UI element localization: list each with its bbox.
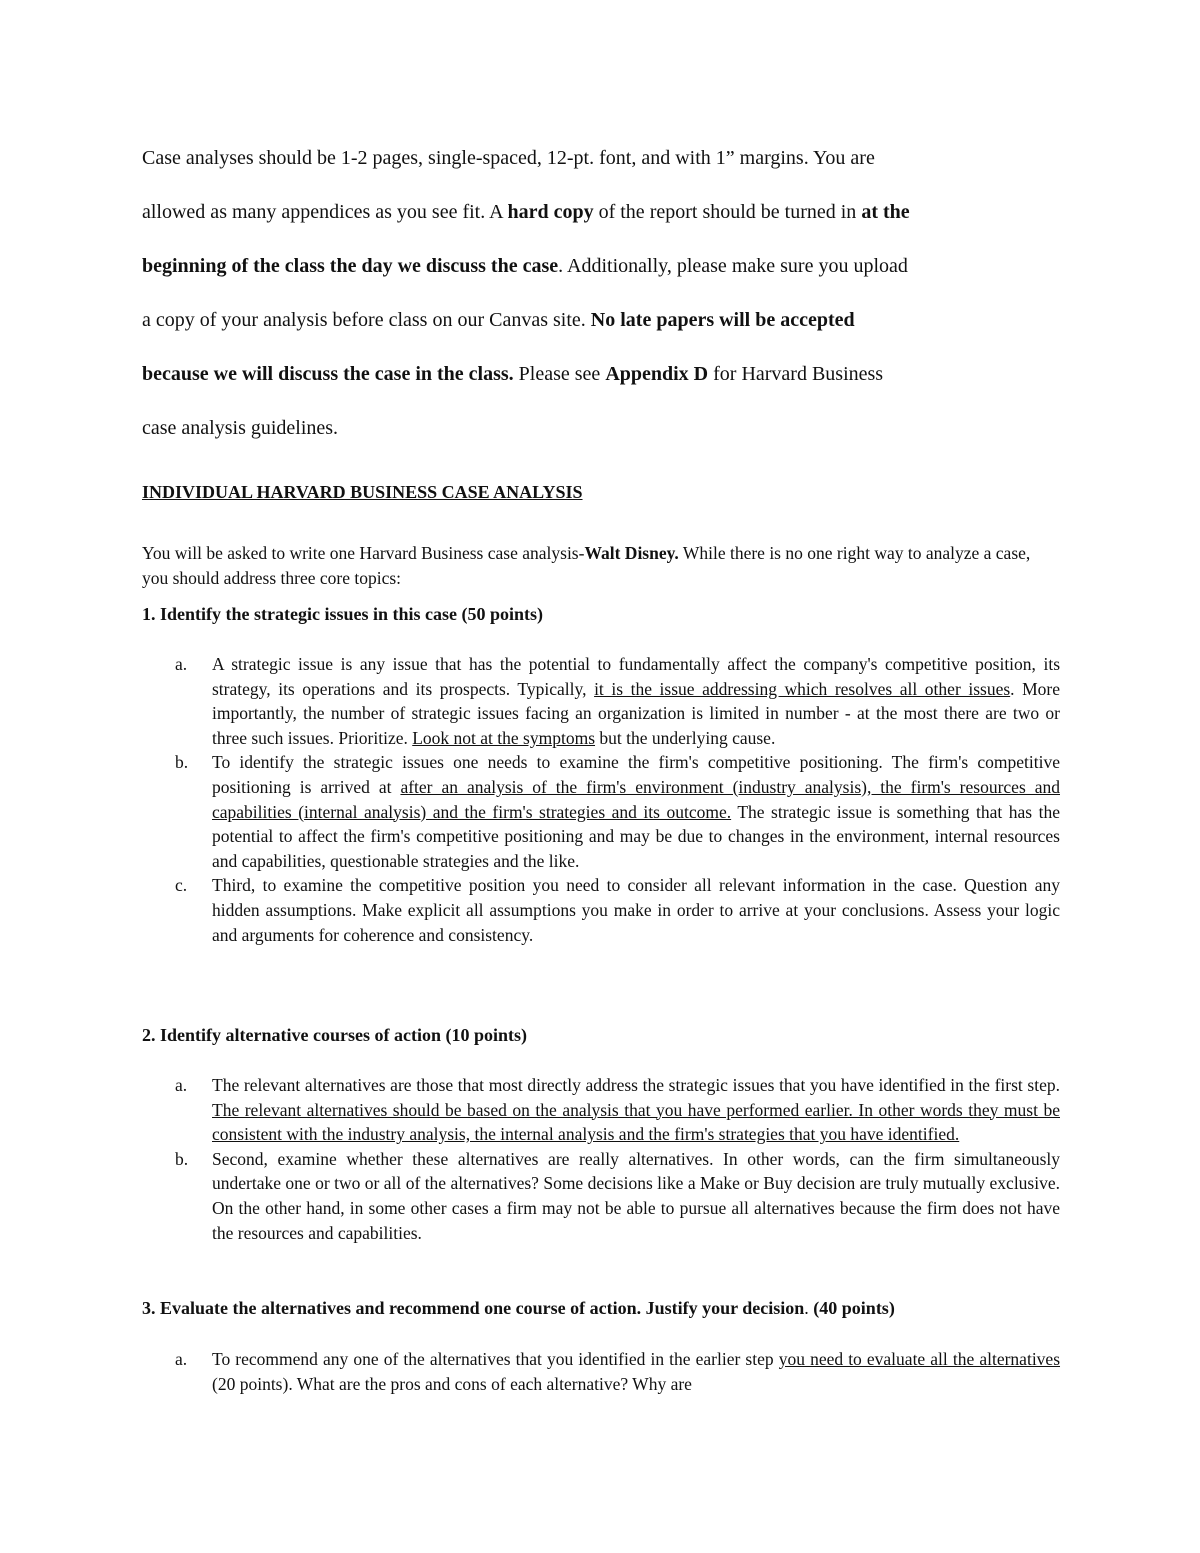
list-marker: b.: [175, 752, 189, 773]
topic-3-heading: 3. Evaluate the alternatives and recommend one course of action. Justify your decision. (40 points): [142, 1298, 895, 1318]
intro-line-4: [142, 308, 855, 332]
intro-line-5: [142, 362, 883, 386]
list-item: a. To recommend any one of the alternatives that you identified in the earlier step you need to evaluate all the alternatives (20 points). What are the pros and cons of each alternative? Why are: [175, 1349, 1061, 1394]
list-marker: a.: [175, 654, 188, 674]
lead-paragraph: You will be asked to write one Harvard Business case analysis-Walt Disney. While there is no one right way to analyze a case, you should address three core topics:: [142, 543, 1031, 588]
intro-text: case analysis guidelines.: [142, 417, 339, 439]
intro-text: Please see: [513, 363, 606, 385]
topic-3-list: [142, 1347, 1060, 1396]
intro-line-6: [142, 416, 338, 440]
topic-2-heading: 2. Identify alternative courses of action (10 points): [142, 1025, 527, 1045]
intro-line-3: [142, 254, 908, 278]
topic-1-heading: 1. Identify the strategic issues in this case (50 points): [142, 604, 543, 624]
intro-bold-text: Appendix D: [605, 363, 709, 385]
intro-text: for Harvard Business: [708, 363, 884, 385]
section-title: INDIVIDUAL HARVARD BUSINESS CASE ANALYSIS: [142, 482, 583, 502]
intro-bold-text: No late papers will be accepted: [590, 309, 855, 331]
intro-bold-text: because we will discuss the case in the class.: [142, 363, 514, 385]
list-item: b. To identify the strategic issues one needs to examine the firm's competitive positioning. The firm's competitive positioning is arrived at after an analysis of the firm's environment (industry analysis), the firm's resources and capabilities (internal analysis) and the firm's strategies and its outcome. The strategic issue is something that has the potential to affect the firm's competitive positioning and may be due to changes in the environment, internal resources and capabilities, questionable strategies and the like.: [175, 752, 1060, 871]
intro-line-1: [142, 146, 875, 170]
list-item: b. Second, examine whether these alternatives are really alternatives. In other words, can the firm simultaneously undertake one or two or all of the alternatives? Some decisions like a Make or Buy decision are truly mutually exclusive. On the other hand, in some other cases a firm may not be able to pursue all alternatives because the firm does not have the resources and capabilities.: [175, 1148, 1060, 1243]
intro-line-2: [142, 200, 910, 224]
intro-bold-text: beginning of the class the day we discuss the case: [142, 255, 559, 277]
intro-text: allowed as many appendices as you see fit. A: [142, 201, 508, 223]
case-name: Walt Disney.: [584, 543, 679, 563]
intro-text: . Additionally, please make sure you upload: [558, 255, 908, 277]
list-marker: c.: [175, 875, 188, 896]
list-item: a. The relevant alternatives are those that most directly address the strategic issues that you have identified in the first step. The relevant alternatives should be based on the analysis that you have performed earlier. In other words they must be consistent with the industry analysis, the internal analysis and the firm's strategies that you have identified.: [175, 1075, 1060, 1145]
intro-text: of the report should be turned in: [593, 201, 862, 223]
intro-text: Case analyses should be 1-2 pages, single-spaced, 12-pt. font, and with 1” margins. You are: [142, 147, 875, 169]
topic-2-list: [142, 1073, 1060, 1245]
list-marker: a.: [175, 1075, 188, 1095]
list-marker: a.: [175, 1349, 188, 1369]
intro-bold-text: hard copy: [507, 201, 594, 223]
list-item: a. A strategic issue is any issue that has the potential to fundamentally affect the company's competitive position, its strategy, its operations and its prospects. Typically, it is the issue addressing which resolves all other issues. More importantly, the number of strategic issues facing an organization is limited in number - at the most there are two or three such issues. Prioritize. Look not at the symptoms but the underlying cause.: [175, 654, 1061, 748]
intro-bold-text: at the: [861, 201, 910, 223]
intro-text: a copy of your analysis before class on our Canvas site.: [142, 309, 591, 331]
list-item: c. Third, to examine the competitive position you need to consider all relevant information in the case. Question any hidden assumptions. Make explicit all assumptions you make in order to arrive at your conclusions. Assess your logic and arguments for coherence and consistency.: [175, 875, 1060, 945]
list-marker: b.: [175, 1148, 189, 1169]
topic-1-list: [142, 652, 1060, 947]
